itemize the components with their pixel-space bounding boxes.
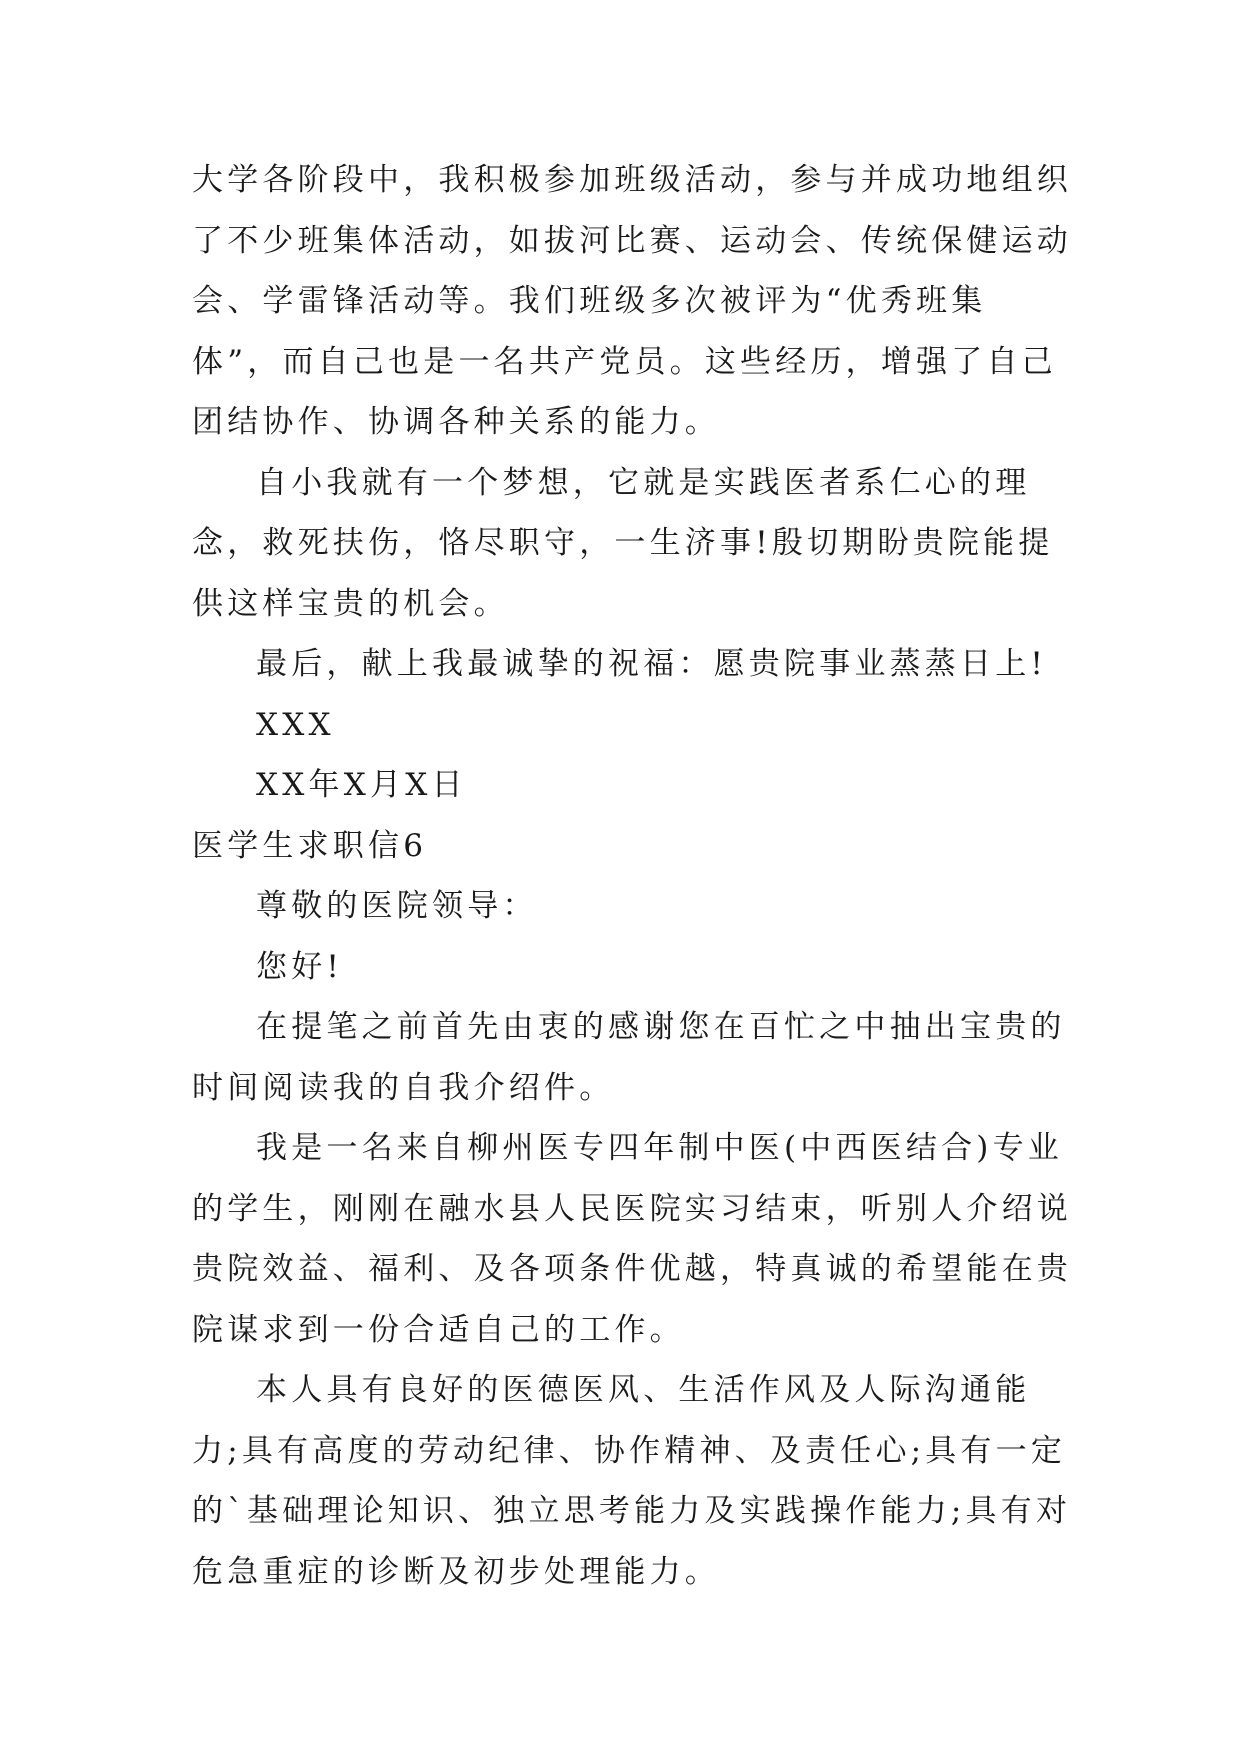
paragraph-activities: 大学各阶段中，我积极参加班级活动，参与并成功地组织了不少班集体活动，如拔河比赛、运动会、传统保健运动会、学雷锋活动等。我们班级多次被评为“优秀班集体”，而自己也是一名共产党员。这些经历，增强了自己团结协作、协调各种关系的能力。 [192,162,1072,440]
letter-salutation: 尊敬的医院领导： [256,888,538,924]
document-body [192,150,1072,1602]
paragraph-qualities: 本人具有良好的医德医风、生活作风及人际沟通能力;具有高度的劳动纪律、协作精神、及责任心;具有一定的`基础理论知识、独立思考能力及实践操作能力;具有对危急重症的诊断及初步处理能力。 [192,1372,1072,1590]
section-title: 医学生求职信6 [192,827,428,864]
paragraph-intro: 我是一名来自柳州医专四年制中医(中西医结合)专业的学生，刚刚在融水县人民医院实习结束，听别人介绍说贵院效益、福利、及各项条件优越，特真诚的希望能在贵院谋求到一份合适自己的工作。 [192,1130,1072,1348]
letter-greeting: 您好! [256,948,344,985]
signature-name: XXX [256,706,335,743]
paragraph-blessing: 最后，献上我最诚挚的祝福：愿贵院事业蒸蒸日上! [256,646,1048,682]
paragraph-thanks: 在提笔之前首先由衷的感谢您在百忙之中抽出宝贵的时间阅读我的自我介绍件。 [192,1009,1066,1106]
signature-date: XX年X月X日 [256,767,467,803]
paragraph-dream: 自小我就有一个梦想，它就是实践医者系仁心的理念，救死扶伤，恪尽职守，一生济事!殷切期盼贵院能提供这样宝贵的机会。 [192,464,1054,622]
